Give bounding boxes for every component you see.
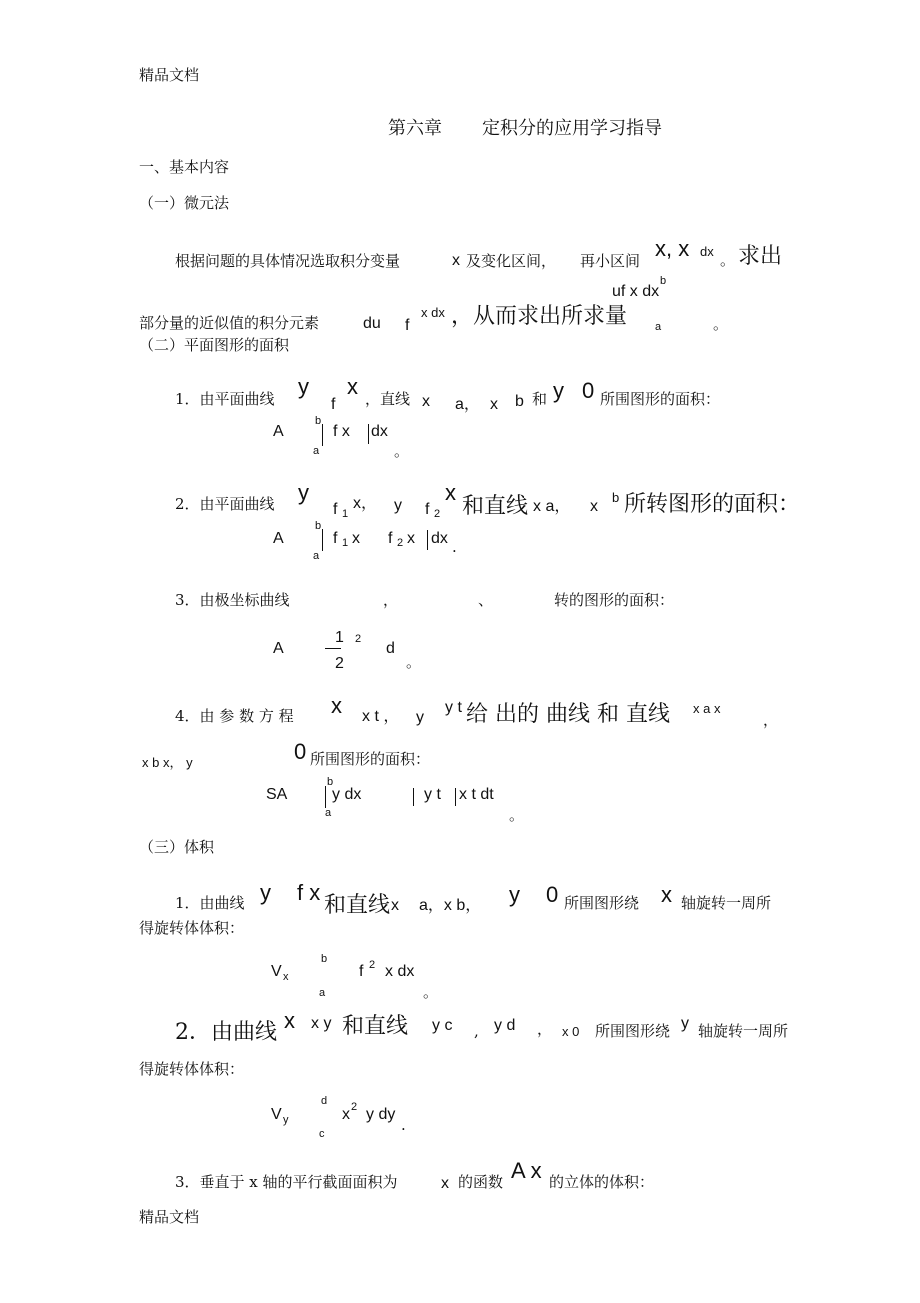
punct: .	[401, 1116, 406, 1134]
math-zero: 0	[294, 739, 307, 764]
item-text: 2．由平面曲线	[175, 495, 275, 513]
subscript: 1	[342, 508, 349, 520]
integral-sign	[322, 424, 323, 446]
math-x0: x 0	[562, 1024, 580, 1039]
math-xax: x a x	[693, 701, 721, 716]
math-x: x	[490, 396, 498, 413]
math-x: x	[284, 1008, 295, 1033]
item-text: 3．由极坐标曲线	[175, 591, 290, 609]
subsection-heading-2: （二）平面图形的面积	[139, 336, 290, 354]
math-A: A	[273, 423, 284, 440]
punct: ，	[763, 711, 779, 729]
integral-sign	[322, 529, 323, 551]
subscript: 2	[434, 508, 441, 520]
item-text: 和直线	[462, 494, 529, 519]
integral-sign	[413, 788, 414, 806]
math-a: a，x b，	[419, 897, 482, 914]
punct: 。	[509, 806, 525, 824]
subscript: 2	[397, 537, 404, 549]
math-dx: dx	[371, 423, 388, 440]
math-y: y	[260, 880, 271, 905]
limit-lower: a	[325, 807, 332, 819]
math-ydx: y dx	[332, 786, 362, 803]
math-xt: x t ，	[362, 708, 400, 725]
math-xy: x y	[311, 1015, 332, 1032]
item-text: 所围图形绕	[564, 894, 640, 912]
math-ydy: y dy	[366, 1106, 396, 1123]
limit-upper: b	[321, 953, 328, 965]
math-x: x	[331, 693, 342, 718]
punct: ，	[383, 591, 399, 609]
section-heading: 一、基本内容	[139, 158, 230, 176]
math-x: x	[590, 498, 598, 515]
math-f1: f	[333, 530, 338, 547]
math-f: f	[359, 963, 364, 980]
punct: 、	[478, 591, 494, 609]
math-interval: x, x	[655, 236, 690, 261]
math-x: x	[342, 1106, 350, 1123]
math-f: f	[405, 317, 410, 334]
item-text: 2．由曲线	[175, 1020, 277, 1045]
footer-watermark: 精品文档	[139, 1208, 200, 1226]
math-integrand: f x	[333, 423, 350, 440]
math-y: y	[298, 480, 309, 505]
math-numerator: 1	[335, 629, 344, 646]
math-yc: y c	[432, 1017, 453, 1034]
math-d: d	[386, 640, 395, 657]
punct: ,	[474, 1022, 479, 1040]
math-zero: 0	[546, 882, 559, 907]
math-var: x	[452, 252, 460, 269]
punct: 。	[720, 251, 736, 269]
math-Ax: A x	[511, 1158, 542, 1183]
math-y: y	[553, 378, 564, 403]
math-f1: f	[333, 501, 338, 518]
math-xbx: x b x， y	[142, 755, 193, 770]
paragraph-text: ，从而求出所求量	[451, 304, 628, 329]
punct: 。	[406, 653, 422, 671]
abs-bar	[427, 530, 428, 550]
header-watermark: 精品文档	[139, 66, 200, 84]
abs-bar	[455, 788, 456, 806]
superscript: 2	[351, 1101, 358, 1113]
limit-lower: a	[319, 987, 326, 999]
math-f2: f	[388, 530, 393, 547]
math-f: f	[331, 396, 336, 413]
math-y: y	[394, 497, 402, 514]
chapter-number: 第六章	[388, 118, 442, 139]
limit-lower: c	[319, 1128, 325, 1140]
math-x: x	[422, 393, 430, 410]
math-V: V	[271, 1106, 282, 1123]
limit-upper: d	[321, 1095, 328, 1107]
fraction-bar	[325, 648, 341, 649]
punct: 。	[394, 442, 410, 460]
math-xtdt: x t dt	[459, 786, 494, 803]
subsection-heading-3: （三）体积	[139, 838, 215, 856]
limit-lower: a	[655, 321, 662, 333]
math-xdx: x dx	[385, 963, 415, 980]
item-text: 1．由曲线	[175, 894, 245, 912]
paragraph-text: 求出	[738, 244, 783, 269]
subscript: x	[283, 971, 289, 983]
math-yt: y t	[445, 699, 462, 716]
math-yt: y t	[424, 786, 441, 803]
math-a: a，	[455, 396, 480, 413]
abs-bar	[368, 424, 369, 444]
math-x: x	[661, 882, 672, 907]
item-text: 轴旋转一周所	[698, 1022, 789, 1040]
page-title: 定积分的应用学习指导	[482, 118, 662, 139]
paragraph-text: 及变化区间，	[466, 252, 557, 270]
subsection-heading-1: （一）微元法	[139, 194, 230, 212]
item-text: 的立体的体积：	[549, 1173, 655, 1191]
item-text: 4．由 参 数 方 程	[175, 707, 294, 725]
item-text: 1．由平面曲线	[175, 390, 275, 408]
math-x: x	[445, 480, 456, 505]
item-text: 得旋转体体积：	[139, 919, 245, 937]
limit-upper: b	[315, 520, 322, 532]
math-x: x，	[353, 495, 378, 512]
math-x: x	[407, 530, 415, 547]
math-dx: dx	[700, 244, 714, 259]
item-text: 的函数	[458, 1173, 504, 1191]
math-xa: x a，	[533, 498, 571, 515]
item-text: ，直线	[365, 390, 411, 408]
math-denominator: 2	[335, 655, 344, 672]
item-text: 给 出的 曲线 和 直线	[466, 702, 670, 727]
punct: ，	[537, 1020, 553, 1038]
limit-upper: b	[315, 415, 322, 427]
math-b: b	[515, 393, 524, 410]
subscript: 1	[342, 537, 349, 549]
math-y: y	[681, 1015, 689, 1032]
paragraph-text: 再小区间	[580, 252, 641, 270]
math-dx: dx	[431, 530, 448, 547]
subscript: y	[283, 1114, 289, 1126]
math-f2: f	[425, 501, 430, 518]
limit-upper: b	[327, 776, 334, 788]
punct: 。	[423, 983, 439, 1001]
item-text: 所围图形绕	[595, 1022, 671, 1040]
limit-lower: a	[313, 445, 320, 457]
math-du: du	[363, 315, 381, 332]
integral-sign	[325, 786, 326, 808]
math-xdx: x dx	[421, 305, 445, 320]
math-fx: f x	[297, 880, 321, 905]
math-x: x	[441, 1175, 449, 1192]
math-y: y	[416, 709, 424, 726]
item-text: 轴旋转一周所	[681, 894, 772, 912]
item-text: 所围图形的面积：	[310, 750, 431, 768]
math-x: x	[347, 374, 358, 399]
math-b: b	[612, 490, 620, 505]
item-text: 和	[532, 390, 548, 408]
superscript: 2	[369, 959, 376, 971]
item-text: 所转图形的面积：	[624, 492, 801, 517]
punct: .	[452, 538, 457, 556]
limit-upper: b	[660, 275, 667, 287]
superscript: 2	[355, 633, 362, 645]
item-text: 得旋转体体积：	[139, 1060, 245, 1078]
item-text: 转的图形的面积：	[554, 591, 675, 609]
paragraph-text: 根据问题的具体情况选取积分变量	[175, 252, 401, 270]
item-text: 和直线	[342, 1014, 409, 1039]
item-text: 3．垂直于 x 轴的平行截面面积为	[175, 1173, 398, 1191]
math-y: y	[298, 374, 309, 399]
math-x: x	[352, 530, 360, 547]
item-text: 和直线	[324, 893, 391, 918]
math-x: x	[391, 897, 399, 914]
math-A: A	[273, 640, 284, 657]
math-yd: y d	[494, 1017, 516, 1034]
paragraph-text: 部分量的近似值的积分元素	[139, 314, 320, 332]
limit-lower: a	[313, 550, 320, 562]
item-text: 所围图形的面积：	[600, 390, 721, 408]
math-V: V	[271, 963, 282, 980]
math-integral: uf x dx	[612, 283, 660, 300]
math-SA: SA	[266, 786, 288, 803]
punct: 。	[713, 315, 729, 333]
math-y: y	[509, 882, 520, 907]
math-A: A	[273, 530, 284, 547]
math-zero: 0	[582, 378, 595, 403]
